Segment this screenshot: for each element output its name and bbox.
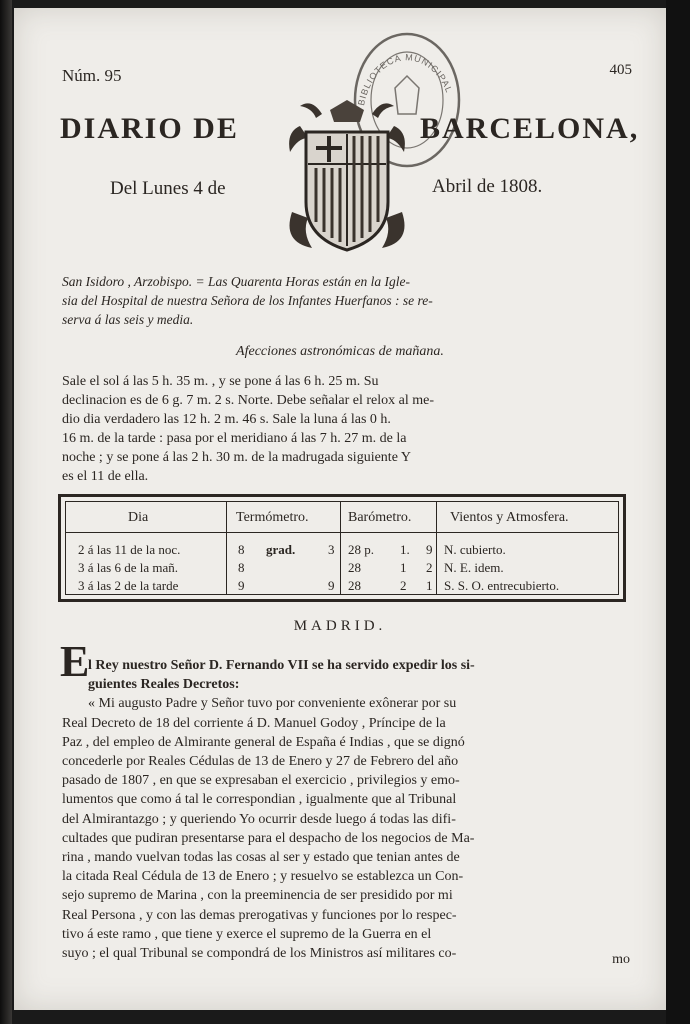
issue-number: Núm. 95	[62, 66, 122, 85]
text-line: del Almirantazgo ; y queriendo Yo ocurrir desde luego á todas las difi-	[62, 811, 456, 827]
date-right: Abril de 1808.	[432, 176, 543, 197]
table-cell: 2 á las 11 de la noc.	[78, 542, 181, 557]
text-line: cultades que pudiran presentarse para el despacho de los negocios de Ma-	[62, 830, 475, 846]
table-cell: 28	[348, 560, 361, 575]
text-line: Sale el sol á las 5 h. 35 m. , y se pone á las 6 h. 25 m. Su	[62, 374, 379, 389]
table-cell: 3 á las 2 de la tarde	[78, 578, 179, 593]
text-line: es el 11 de ella.	[62, 469, 149, 484]
text-line: l Rey nuestro Señor D. Fernando VII se ha servido expedir los si-	[88, 658, 475, 673]
table-cell: 9	[238, 578, 245, 593]
book-gutter	[0, 0, 12, 1024]
text-line: Paz , del empleo de Almirante general de España é Indias , que se dignó	[62, 734, 465, 750]
table-cell: 28 p.	[348, 542, 374, 557]
table-cell: 3	[328, 542, 335, 557]
text-line: tivo á este ramo , que tiene y exerce el supremo de la Guerra en el	[62, 926, 432, 942]
table-cell: grad.	[266, 542, 296, 557]
text-line: dio dia verdadero las 12 h. 2 m. 46 s. Sale la luna á las 0 h.	[62, 412, 391, 427]
drop-cap: E	[60, 637, 90, 686]
text-line: la citada Real Cédula de 13 de Enero ; y resuelvo se establezca un Con-	[62, 869, 464, 885]
text-line: suyo ; el qual Tribunal se compondrá de los Ministros así militares co-	[62, 946, 457, 962]
text-line: lumentos que como á tal le correspondian , igualmente que al Tribunal	[62, 792, 457, 808]
page-number: 405	[609, 62, 632, 78]
astronomy-heading: Afecciones astronómicas de mañana.	[236, 344, 444, 359]
newspaper-page	[14, 8, 666, 1010]
text-line: « Mi augusto Padre y Señor tuvo por conveniente exônerar por su	[88, 696, 457, 712]
astronomy-text	[62, 372, 636, 486]
stamp-text: BIBLIOTECA MUNICIPAL	[356, 52, 455, 107]
col-header-winds: Vientos y Atmosfera.	[450, 510, 569, 525]
weather-table	[58, 494, 626, 602]
text-line: 16 m. de la tarde : pasa por el meridiano á las 7 h. 27 m. de la	[62, 431, 407, 446]
saint-line: sia del Hospital de nuestra Señora de los Infantes Huerfanos : se re-	[62, 293, 433, 308]
table-cell: 1	[426, 578, 433, 593]
text-line: rina , mando vuelvan todas las cosas al ser y estado que tenian antes de	[62, 850, 460, 866]
table-cell: 2	[400, 578, 407, 593]
scan-border	[666, 0, 690, 1024]
table-cell: 8	[238, 560, 245, 575]
decree-text	[62, 656, 636, 963]
table-cell: N. E. idem.	[444, 560, 504, 575]
table-cell: 2	[426, 560, 433, 575]
table-cell: 3 á las 6 de la mañ.	[78, 560, 178, 575]
text-line: declinacion es de 6 g. 7 m. 2 s. Norte. Debe señalar el relox al me-	[62, 393, 435, 408]
text-line: guientes Reales Decretos:	[88, 677, 240, 693]
coat-of-arms-icon	[272, 92, 422, 258]
catchword: mo	[612, 952, 630, 967]
table-cell: 1.	[400, 542, 410, 557]
table-cell: 28	[348, 578, 361, 593]
saint-line: San Isidoro , Arzobispo. = Las Quarenta Horas están en la Igle-	[62, 274, 410, 289]
text-line: sejo supremo de Marina , con la preeminencia de ser presidido por mi	[62, 888, 453, 904]
masthead-left: DIARIO DE	[60, 112, 239, 145]
masthead-right: BARCELONA,	[420, 112, 640, 145]
section-heading: MADRID.	[293, 618, 387, 634]
table-cell: 1	[400, 560, 407, 575]
text-line: concederle por Reales Cédulas de 13 de Enero y 27 de Febrero del año	[62, 754, 459, 770]
col-header-barometer: Barómetro.	[348, 510, 412, 525]
text-line: noche ; y se pone á las 2 h. 30 m. de la madrugada siguiente Y	[62, 450, 411, 465]
table-cell: N. cubierto.	[444, 542, 506, 557]
table-cell: 9	[328, 578, 335, 593]
saint-notice	[62, 272, 636, 329]
text-line: Real Persona , y con las demas prerogativas y funciones por lo respec-	[62, 907, 457, 923]
date-left: Del Lunes 4 de	[110, 178, 226, 199]
saint-line: serva á las seis y media.	[62, 312, 194, 327]
table-cell: 8	[238, 542, 245, 557]
col-header-thermometer: Termómetro.	[236, 510, 309, 525]
table-cell: 9	[426, 542, 433, 557]
text-line: pasado de 1807 , en que se expresaban el exercicio , privilegios y emo-	[62, 773, 460, 789]
table-cell: S. S. O. entrecubierto.	[444, 578, 560, 593]
text-line: Real Decreto de 18 del corriente á D. Manuel Godoy , Príncipe de la	[62, 715, 446, 731]
col-header-dia: Dia	[128, 510, 149, 525]
